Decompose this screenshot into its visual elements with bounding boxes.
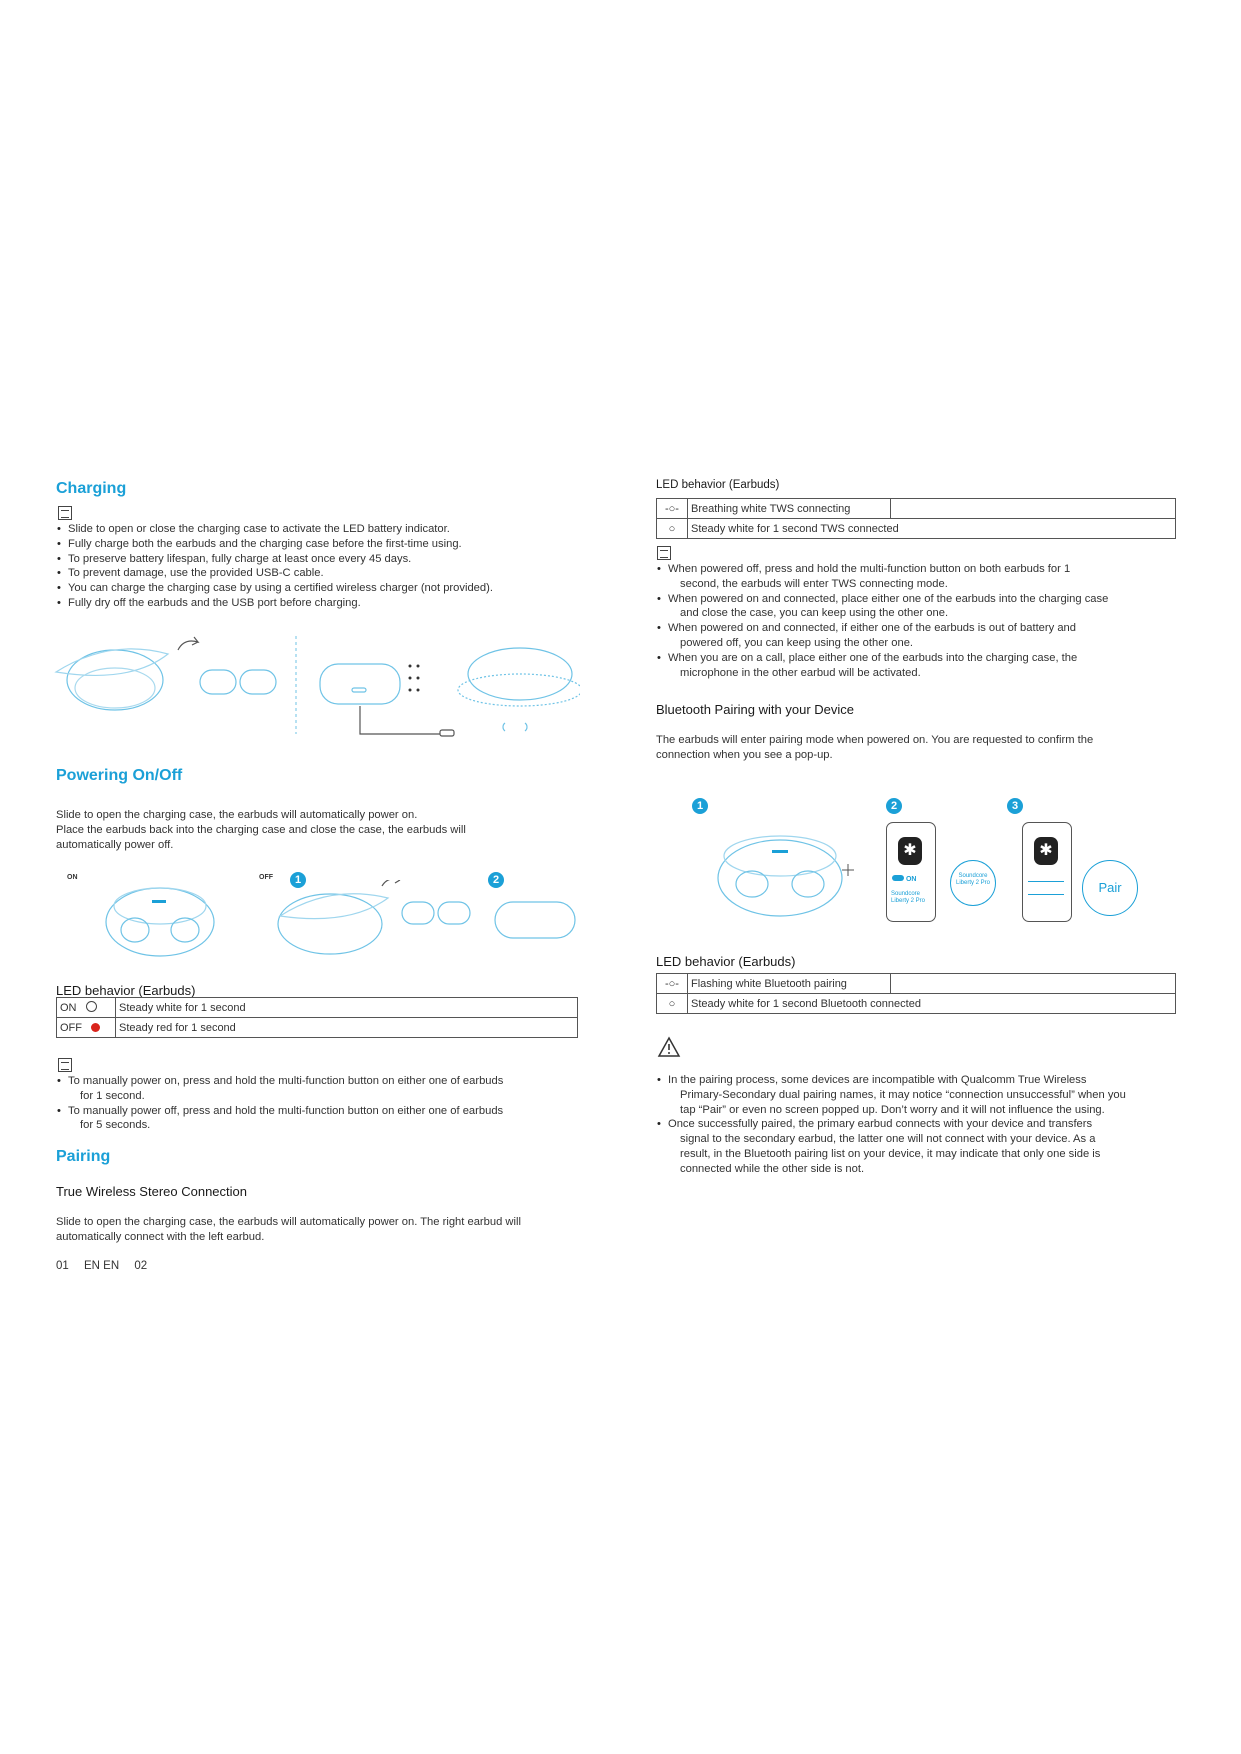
- charging-title: Charging: [56, 480, 127, 497]
- led-red-icon: [91, 1023, 100, 1032]
- led-desc: Steady white for 1 second TWS connected: [688, 519, 1176, 539]
- list-item: • In the pairing process, some devices are incompatible with Qualcomm True Wireless Primary-Secondary dual pairing names, it may notice “connection unsuccessful” when you tap “Pair” or even no screen popped up. Don’t worry and it will not influence the using.: [656, 1073, 1196, 1117]
- phone-illustration-3: [1022, 822, 1072, 922]
- open-lid-shape: [114, 888, 206, 924]
- case-front-shape: [320, 664, 400, 704]
- table-row: [657, 519, 1176, 539]
- closed-case-shape: [495, 902, 575, 938]
- led-empty: [891, 974, 1176, 994]
- paragraph: automatically power off.: [56, 838, 174, 851]
- step-badge-3: 3: [1007, 798, 1023, 814]
- note-icon: [58, 506, 72, 520]
- led-dot-shape: [409, 677, 412, 680]
- list-item: • When powered on and connected, place either one of the earbuds into the charging case and close the case, you can keep using the other one.: [656, 592, 1186, 622]
- earbud-left-shape: [402, 902, 434, 924]
- wireless-case-shape: [468, 648, 572, 700]
- slide-arrow-shape: [382, 880, 400, 886]
- step-badge-2: 2: [886, 798, 902, 814]
- list-item: • When powered on and connected, if either one of the earbuds is out of battery and powered off, you can keep using the other one.: [656, 621, 1186, 651]
- power-illustration: [100, 880, 580, 960]
- list-item: • To prevent damage, use the provided USB-C cable.: [56, 566, 596, 581]
- usb-cable-shape: [360, 706, 440, 734]
- led-title-tws: LED behavior (Earbuds): [656, 479, 780, 491]
- device-list-item: Soundcore Liberty 2 Pro: [891, 891, 926, 904]
- paragraph: Slide to open the charging case, the earbuds will automatically power on. The right earbud will: [56, 1216, 521, 1228]
- pairing-title: Pairing: [56, 1148, 111, 1165]
- wireless-waves-shape: [503, 723, 527, 731]
- table-row: [657, 974, 1176, 994]
- led-power-table: [56, 997, 578, 1038]
- list-item: • Slide to open or close the charging case to activate the LED battery indicator.: [56, 522, 596, 537]
- earbud-in-case-shape: [792, 871, 824, 897]
- led-state: OFF: [57, 1018, 116, 1038]
- paragraph: automatically connect with the left earbud.: [56, 1230, 265, 1243]
- earbud-left-shape: [200, 670, 236, 694]
- charging-illustration: [50, 628, 580, 738]
- device-zoom-bubble: Soundcore Liberty 2 Pro: [950, 860, 996, 906]
- list-item: • Fully charge both the earbuds and the charging case before the first-time using.: [56, 537, 596, 552]
- step-badge-1: 1: [692, 798, 708, 814]
- language-label: EN EN: [84, 1260, 120, 1272]
- warning-notes: [656, 1073, 1196, 1177]
- led-desc: Breathing white TWS connecting: [688, 499, 891, 519]
- flashing-icon: -○-: [657, 974, 688, 994]
- table-row: [57, 998, 578, 1018]
- led-title-power: LED behavior (Earbuds): [56, 983, 196, 998]
- led-desc: Flashing white Bluetooth pairing: [688, 974, 891, 994]
- power-notes: [56, 1074, 596, 1133]
- led-white-icon: [86, 1001, 97, 1012]
- table-row: [657, 499, 1176, 519]
- page-number-right: 02: [134, 1260, 148, 1272]
- warning-icon: [657, 1036, 681, 1058]
- bluetooth-icon: ✱: [898, 837, 922, 865]
- earbud-right-shape: [438, 902, 470, 924]
- led-desc: Steady white for 1 second: [116, 998, 578, 1018]
- on-label: ON: [67, 874, 78, 881]
- page-number-left: 01: [56, 1260, 69, 1272]
- list-item: • Fully dry off the earbuds and the USB port before charging.: [56, 596, 596, 611]
- led-dot-shape: [409, 689, 412, 692]
- tws-notes: [656, 562, 1186, 680]
- table-row: [57, 1018, 578, 1038]
- step-badge-1: 1: [290, 872, 306, 888]
- led-desc: Steady white for 1 second Bluetooth connected: [688, 994, 1176, 1014]
- off-label: OFF: [259, 874, 273, 881]
- bt-case-illustration: [712, 820, 862, 930]
- powering-text: [56, 808, 596, 852]
- list-item: • Once successfully paired, the primary earbud connects with your device and transfers signal to the secondary earbud, the latter one will not connect with your device. As a result, in the Bluetooth pairing list on your device, it may indicate that only one side is connected while the other side is not.: [656, 1117, 1196, 1176]
- list-item: • To manually power on, press and hold the multi-function button on either one of earbuds for 1 second.: [56, 1074, 596, 1104]
- led-dot-shape: [409, 665, 412, 668]
- note-icon: [657, 546, 671, 560]
- bt-text: [656, 733, 1196, 763]
- usb-plug-shape: [440, 730, 454, 736]
- steady-icon: ○: [657, 994, 688, 1014]
- earbud-right-shape: [240, 670, 276, 694]
- toggle-switch-icon: [892, 875, 904, 881]
- pair-dialog-shape: [1028, 881, 1064, 895]
- toggle-on: ON: [892, 875, 916, 883]
- step-badge-2: 2: [488, 872, 504, 888]
- list-item: • You can charge the charging case by using a certified wireless charger (not provided).: [56, 581, 596, 596]
- list-item: • When powered off, press and hold the multi-function button on both earbuds for 1 second, the earbuds will enter TWS connecting mode.: [656, 562, 1186, 592]
- flash-icon: [842, 864, 854, 876]
- open-case-shape: [106, 888, 214, 956]
- led-empty: [891, 499, 1176, 519]
- led-title-bt: LED behavior (Earbuds): [656, 954, 796, 969]
- steady-icon: ○: [657, 519, 688, 539]
- paragraph: connection when you see a pop-up.: [656, 748, 833, 761]
- paragraph: The earbuds will enter pairing mode when powered on. You are requested to confirm the: [656, 734, 1094, 746]
- earbud-in-case-shape: [736, 871, 768, 897]
- usb-port-shape: [352, 688, 366, 692]
- case-lid-shape: [56, 649, 168, 676]
- led-tws-table: [656, 498, 1176, 539]
- breathing-icon: -○-: [657, 499, 688, 519]
- footer: [56, 1260, 147, 1272]
- slide-arrow-shape: [178, 637, 198, 650]
- list-item: • When you are on a call, place either one of the earbuds into the charging case, the microphone in the other earbud will be activated.: [656, 651, 1186, 681]
- list-item: • To manually power off, press and hold the multi-function button on either one of earbuds for 5 seconds.: [56, 1104, 596, 1134]
- case-led-shape: [152, 900, 166, 903]
- closing-case-shape: [278, 894, 382, 954]
- case-led-shape: [772, 850, 788, 853]
- paragraph: Slide to open the charging case, the earbuds will automatically power on.: [56, 809, 418, 821]
- powering-title: Powering On/Off: [56, 767, 183, 784]
- list-item: • To preserve battery lifespan, fully charge at least once every 45 days.: [56, 552, 596, 567]
- charging-notes: [56, 522, 596, 611]
- paragraph: Place the earbuds back into the charging case and close the case, the earbuds will: [56, 823, 466, 836]
- led-bt-table: [656, 973, 1176, 1014]
- phone-illustration-2: [886, 822, 936, 922]
- table-row: [657, 994, 1176, 1014]
- bt-title: Bluetooth Pairing with your Device: [656, 702, 854, 717]
- pair-button-zoom: Pair: [1082, 860, 1138, 916]
- tws-text: [56, 1215, 616, 1245]
- case-lid-shape: [724, 836, 836, 876]
- tws-subtitle: True Wireless Stereo Connection: [56, 1184, 247, 1199]
- bluetooth-icon: ✱: [1034, 837, 1058, 865]
- led-desc: Steady red for 1 second: [116, 1018, 578, 1038]
- note-icon: [58, 1058, 72, 1072]
- led-state: ON: [57, 998, 116, 1018]
